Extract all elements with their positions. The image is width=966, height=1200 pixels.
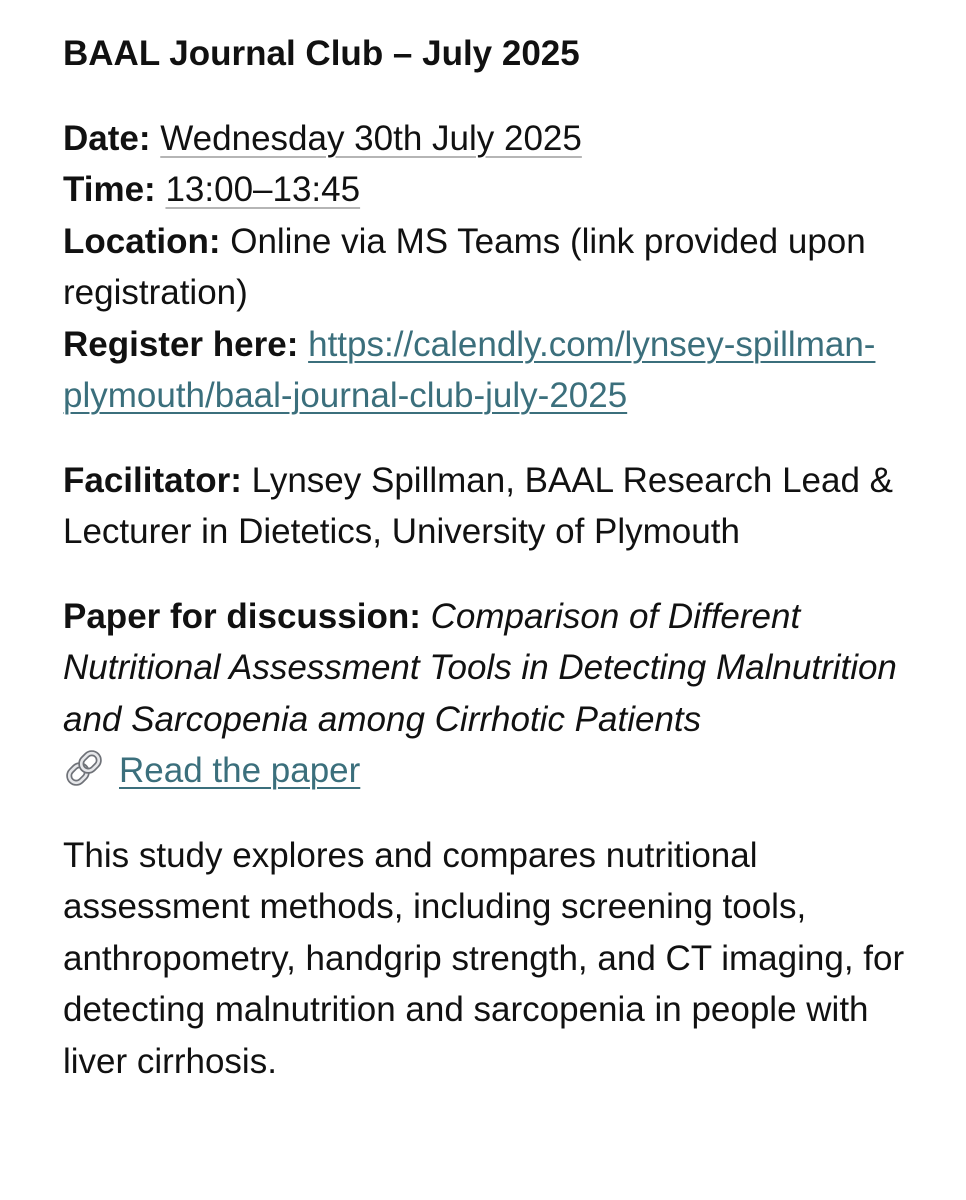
location-line bbox=[63, 216, 926, 319]
location-value: Online via MS Teams (link provided upon registration) bbox=[63, 221, 866, 312]
link-icon-graphic bbox=[63, 748, 105, 788]
post-title: BAAL Journal Club – July 2025 bbox=[63, 34, 580, 73]
register-label: Register here: bbox=[63, 324, 299, 364]
paper-title: Comparison of Different Nutritional Assessment Tools in Detecting Malnutrition and Sarcopenia among Cirrhotic Patients bbox=[63, 596, 897, 739]
paper-line bbox=[63, 591, 926, 746]
summary-text: This study explores and compares nutritional assessment methods, including screening tools, anthropometry, handgrip strength, and CT imaging, for detecting malnutrition and sarcopenia in people with liver cirrhosis. bbox=[63, 835, 905, 1081]
facilitator-value: Lynsey Spillman, BAAL Research Lead & Lecturer in Dietetics, University of Plymouth bbox=[63, 460, 894, 551]
date-label: Date: bbox=[63, 118, 151, 158]
facilitator-line bbox=[63, 455, 926, 558]
link-icon bbox=[63, 748, 105, 788]
event-details bbox=[63, 113, 926, 422]
read-paper-line bbox=[63, 745, 926, 797]
date-line bbox=[63, 113, 926, 165]
paper-label: Paper for discussion: bbox=[63, 596, 421, 636]
paper-section bbox=[63, 591, 926, 797]
summary-section bbox=[63, 830, 926, 1088]
read-paper-link[interactable]: Read the paper bbox=[119, 751, 361, 790]
date-value[interactable]: Wednesday 30th July 2025 bbox=[160, 118, 582, 158]
time-value[interactable]: 13:00–13:45 bbox=[165, 170, 361, 209]
time-line bbox=[63, 164, 926, 216]
time-label: Time: bbox=[63, 170, 156, 209]
register-line bbox=[63, 319, 926, 422]
location-label: Location: bbox=[63, 221, 221, 261]
facilitator-section bbox=[63, 455, 926, 558]
facilitator-label: Facilitator: bbox=[63, 460, 242, 500]
register-link[interactable]: https://calendly.com/lynsey-spillman-plymouth/baal-journal-club-july-2025 bbox=[63, 324, 876, 415]
